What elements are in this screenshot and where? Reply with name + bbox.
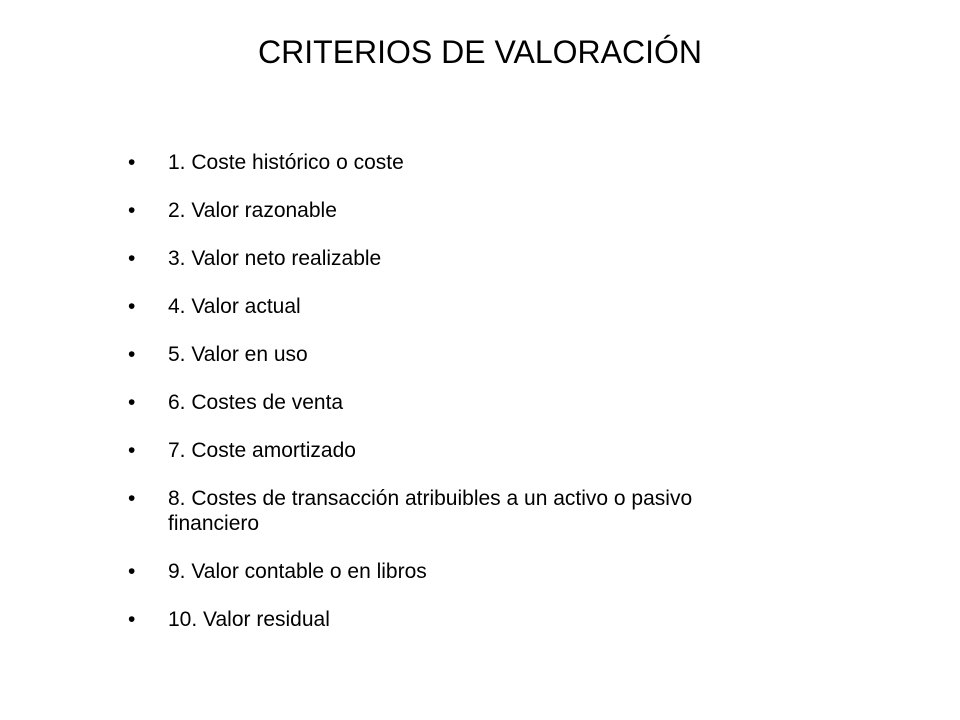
- bullet-icon: •: [128, 343, 136, 366]
- bullet-icon: •: [128, 487, 136, 510]
- list-item: [128, 390, 788, 415]
- list-item-text: 8. Costes de transacción atribuibles a un activo o pasivo financiero: [168, 487, 693, 535]
- slide-title: CRITERIOS DE VALORACIÓN: [258, 34, 702, 70]
- list-item-text: 4. Valor actual: [168, 295, 301, 318]
- list-item: [128, 559, 788, 584]
- bullet-icon: •: [128, 439, 136, 462]
- list-item: [128, 342, 788, 367]
- bullet-icon: •: [128, 199, 136, 222]
- list-item: [128, 246, 788, 271]
- list-item-text: 6. Costes de venta: [168, 391, 344, 414]
- list-item: [128, 438, 788, 463]
- list-item-text: 7. Coste amortizado: [168, 439, 356, 462]
- list-item: [128, 150, 788, 175]
- list-item-text: 2. Valor razonable: [168, 199, 337, 222]
- list-item: [128, 607, 788, 632]
- bullet-icon: •: [128, 391, 136, 414]
- bullet-icon: •: [128, 247, 136, 270]
- list-item: [128, 294, 788, 319]
- bullet-icon: •: [128, 295, 136, 318]
- list-item-text: 10. Valor residual: [168, 608, 330, 631]
- list-item-text: 5. Valor en uso: [168, 343, 308, 366]
- criteria-list: [128, 150, 788, 655]
- bullet-icon: •: [128, 560, 136, 583]
- list-item-text: 1. Coste histórico o coste: [168, 151, 404, 174]
- list-item-text: 3. Valor neto realizable: [168, 247, 382, 270]
- bullet-icon: •: [128, 608, 136, 631]
- list-item: [128, 198, 788, 223]
- list-item: [128, 486, 788, 536]
- list-item-text: 9. Valor contable o en libros: [168, 560, 427, 583]
- bullet-icon: •: [128, 151, 136, 174]
